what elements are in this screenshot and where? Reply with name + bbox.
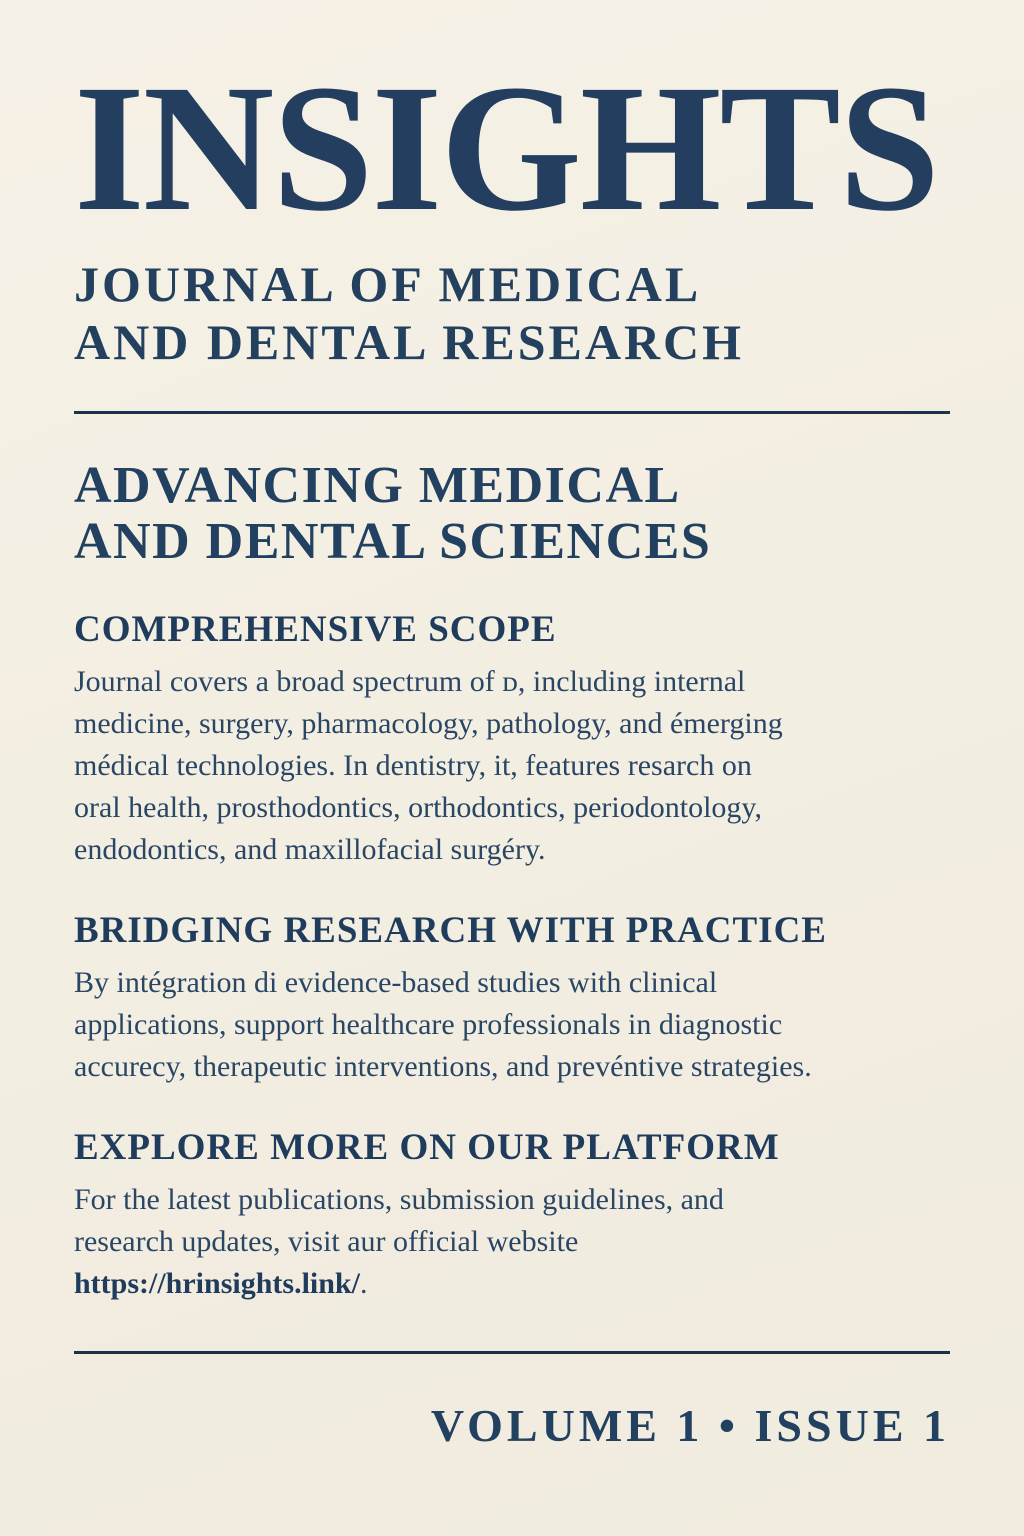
- section-comprehensive-scope: [74, 608, 950, 871]
- section-heading: EXPLORE MORE ON OUR PLATFORM: [74, 1127, 780, 1168]
- website-link[interactable]: https://hrinsights.link/: [74, 1267, 360, 1300]
- website-link-line: [74, 1263, 950, 1305]
- top-divider: [74, 411, 950, 414]
- section-body: [74, 1179, 950, 1305]
- section-heading: COMPREHENSIVE SCOPE: [74, 609, 557, 650]
- bottom-divider: [74, 1351, 950, 1354]
- journal-subtitle-line-1: JOURNAL OF MEDICAL: [74, 256, 702, 312]
- volume-issue: VOLUME 1 • ISSUE 1: [430, 1400, 950, 1451]
- section-body-line: médical technologies. In dentistry, it, features resarch on: [74, 749, 752, 782]
- section-explore-platform: [74, 1126, 950, 1305]
- section-body-line: endodontics, and maxillofacial surgéry.: [74, 833, 546, 866]
- section-body-line: Journal covers a broad spectrum of ᴅ, including internal: [74, 665, 746, 698]
- section-body-line: For the latest publications, submission guidelines, and: [74, 1183, 724, 1216]
- section-body-line: oral health, prosthodontics, orthodontics, periodontology,: [74, 791, 762, 824]
- section-body-line: research updates, visit aur official website: [74, 1225, 579, 1258]
- journal-subtitle-line-2: AND DENTAL RESEARCH: [74, 314, 745, 370]
- section-body: [74, 661, 950, 871]
- section-body-line: medicine, surgery, pharmacology, pathology, and émerging: [74, 707, 783, 740]
- website-link-suffix: .: [359, 1267, 368, 1300]
- section-heading: BRIDGING RESEARCH WITH PRACTICE: [74, 910, 827, 951]
- tagline: [74, 458, 950, 570]
- tagline-line-2: AND DENTAL SCIENCES: [74, 513, 712, 570]
- section-bridging-research: [74, 909, 950, 1088]
- section-body-line: applications, support healthcare professionals in diagnostic: [74, 1008, 783, 1041]
- section-body: [74, 962, 950, 1088]
- journal-subtitle: [74, 255, 950, 371]
- section-body-line: By intégration di evidence-based studies with clinical: [74, 966, 718, 999]
- journal-title: INSIGHTS: [74, 48, 939, 249]
- tagline-line-1: ADVANCING MEDICAL: [74, 457, 681, 514]
- section-body-line: accurecy, therapeutic interventions, and prevéntive strategies.: [74, 1050, 812, 1083]
